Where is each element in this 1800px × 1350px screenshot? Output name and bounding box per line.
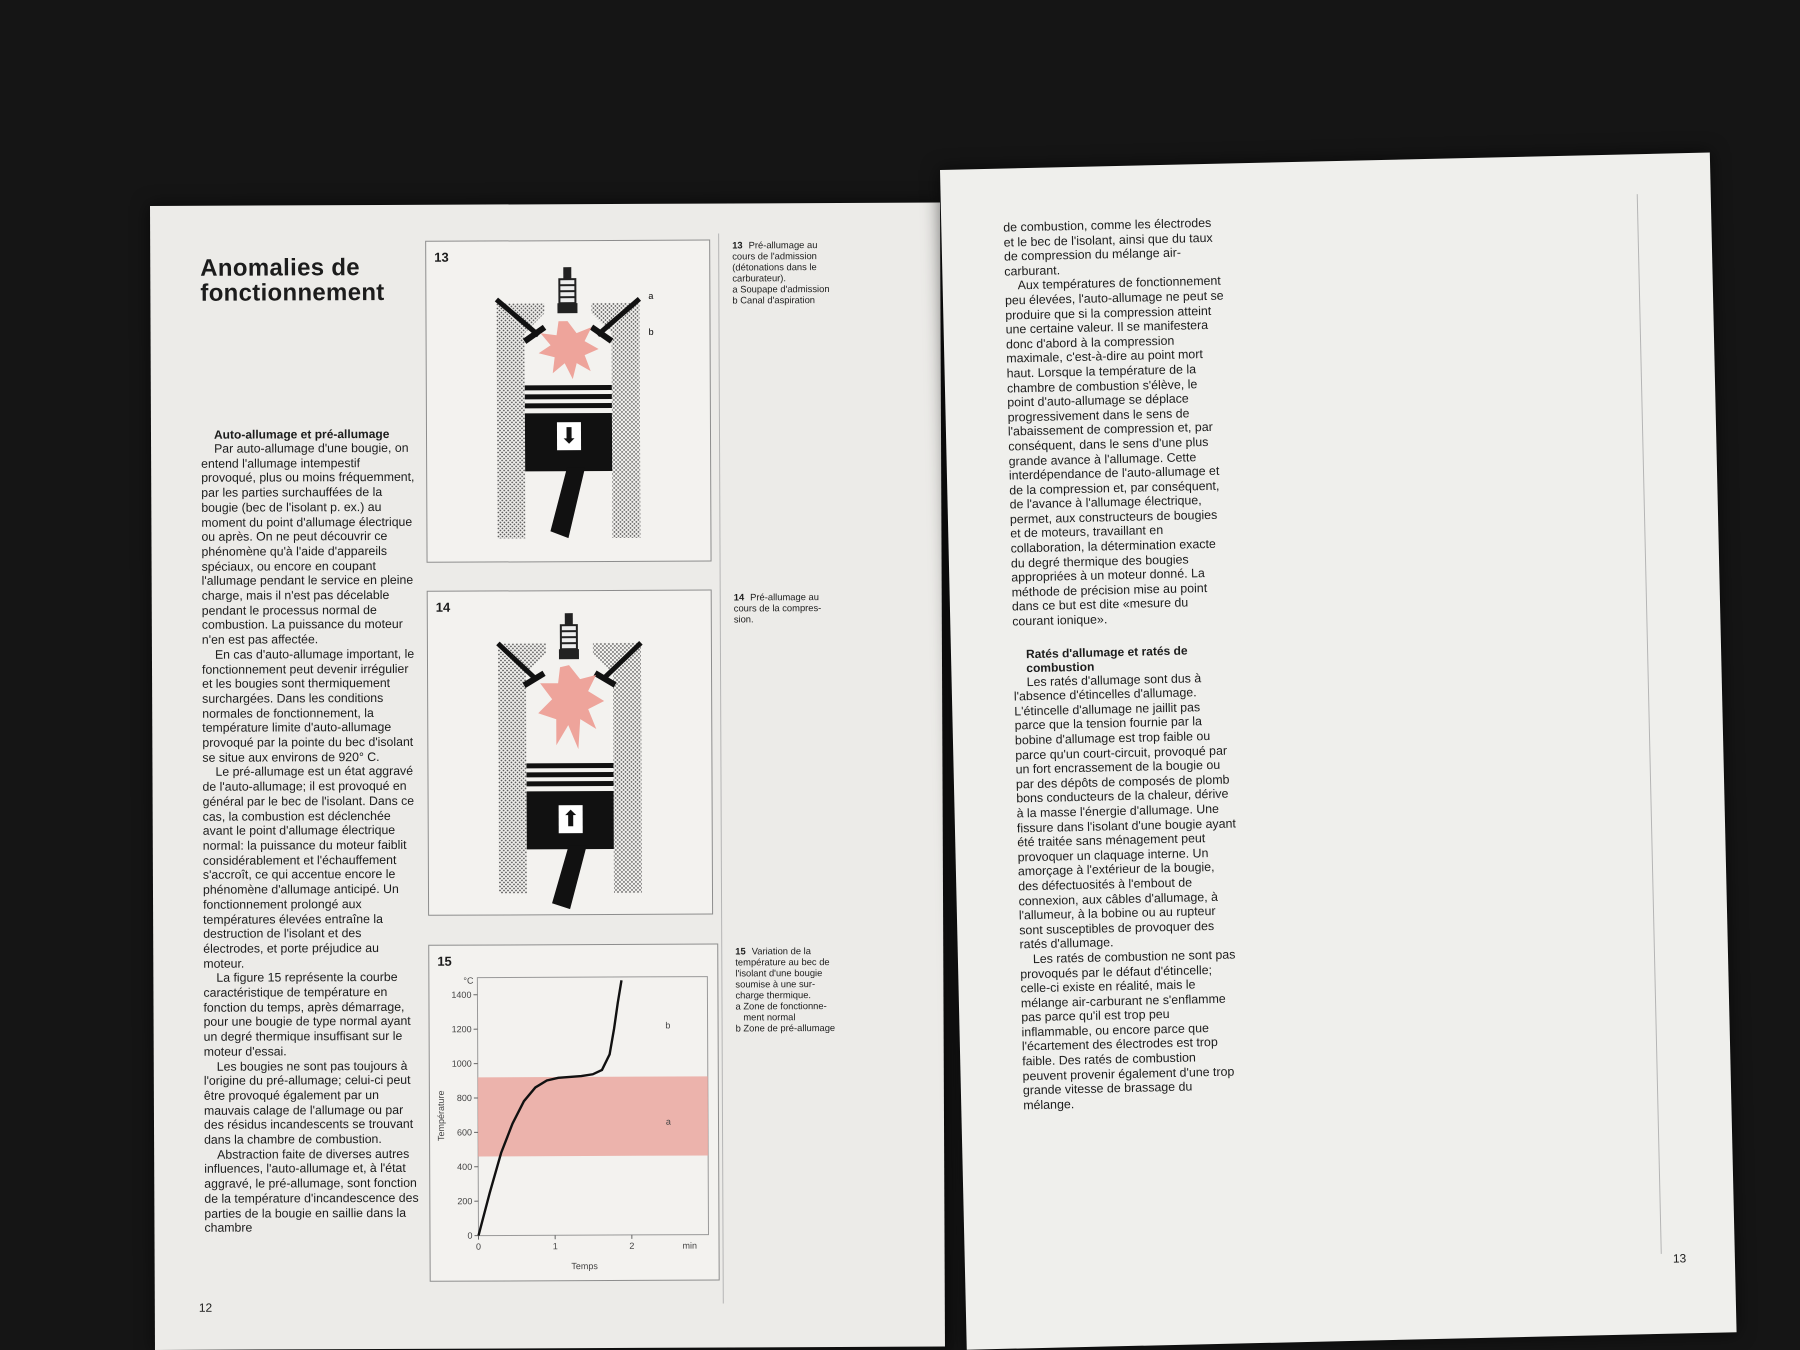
left-text-column <box>201 427 420 1236</box>
figure-number: 15 <box>437 953 452 969</box>
spark-plug <box>559 613 579 659</box>
y-tick-label: 400 <box>457 1161 473 1172</box>
zone-b-label: b <box>665 1020 671 1031</box>
connecting-rod <box>552 845 587 909</box>
paragraph: Le pré-allumage est un état aggravé de l'auto-allumage; il est provoqué en général par le bec de l'isolant. Dans ce cas, la combustion est déclenchée avant le point d'allumage électrique normal: la puissance du moteur faiblit considérablement et l'échauffement s'accroît, ce qui accentue encore le phénomène d'allumage anticipé. Un fonctionnement prolongé aux températures élevées entraîne la destruction de l'isolant et des électrodes, et porte préjudice au moteur. <box>202 764 415 971</box>
cylinder-diagram <box>428 591 712 915</box>
piston-ring <box>525 394 612 399</box>
x-unit-label: min <box>682 1240 698 1251</box>
label-b: b <box>648 326 654 337</box>
y-axis-label: Température <box>435 1090 447 1142</box>
caption-15: 15 Variation de la température au bec de l'isolant d'une bougie soumise à une sur- charge thermique. a Zone de fonctionne- ment normal b Zone de pré-allumage <box>735 945 836 1034</box>
zone-a-label: a <box>665 1116 671 1127</box>
spark-plug <box>557 267 577 313</box>
paragraph: Aux températures de fonctionnement peu élevées, l'auto-allumage ne peut se produire que si la compression atteint une certaine valeur. Il se manifestera donc d'abord à la compression maximale, c'est-à-dire au point mort haut. Lorsque la température de la chambre de combustion s'élève, le point d'auto-allumage se déplace progressivement dans le sens de l'abaissement de compression et, par conséquent, dans le sens d'une plus grande avance à l'allumage. Cette interdépendance de l'auto-allumage et de la compression et, par conséquent, de l'avance à l'allumage électrique, permet, aux constructeurs de bougies et de moteurs, travaillant en collaboration, la détermination exacte du degré thermique des bougies appropriées à un moteur donné. La méthode de précision mise au point dans ce but est dite «mesure du courant ionique». <box>1004 274 1224 629</box>
x-tick-label: 0 <box>476 1241 482 1252</box>
paragraph: Les bougies ne sont pas toujours à l'origine du pré-allumage; celui-ci peut être provoqué également par un mauvais calage de l'allumage ou par des résidus incandescents se trouvant dans la chambre de combustion. <box>203 1058 414 1147</box>
y-tick-label: 1400 <box>451 989 472 1000</box>
x-tick-label: 1 <box>552 1241 558 1252</box>
piston-ring <box>525 385 612 390</box>
piston-ring <box>526 763 613 768</box>
cylinder-diagram <box>426 241 710 562</box>
temperature-chart <box>429 945 718 1281</box>
cylinder-wall-right <box>613 693 642 893</box>
ignition-flame <box>538 665 604 749</box>
paragraph: de combustion, comme les électrodes et le bec de l'isolant, ainsi que du taux de compression du mélange air-carburant. <box>1003 215 1213 279</box>
piston-ring <box>525 403 612 408</box>
paragraph: Par auto-allumage d'une bougie, on entend l'allumage intempestif provoqué, plus ou moins fréquemment, par les parties surchauffées de la bougie (bec de l'isolant p. ex.) au moment du point d'allumage électrique ou après. On ne peut découvrir ce phénomène qu'à l'aide d'appareils spéciaux, ou encore en coupant l'allumage pendant le service en pleine charge, mais il n'est pas décelable pendant le processus normal de combustion. La puissance du moteur n'en est pas affectée. <box>201 440 415 647</box>
title-line-2: fonctionnement <box>200 278 385 307</box>
x-axis-label: Temps <box>571 1261 598 1272</box>
paragraph: La figure 15 représente la courbe caractéristique de température en fonction du temps, après démarrage, pour une bougie de type normal ayant un degré thermique insuffisant sur le moteur d'essai. <box>203 970 411 1059</box>
figure-14 <box>427 590 713 916</box>
cylinder-wall-left <box>497 353 526 538</box>
cylinder-head-left <box>496 303 544 353</box>
title-line-1: Anomalies de <box>200 254 360 282</box>
caption-13: 13 Pré-allumage au cours de l'admission (détonations dans le carburateur). a Soupape d'admission b Canal d'aspiration <box>732 239 830 306</box>
cylinder-wall-left <box>498 693 527 893</box>
paragraph: En cas d'auto-allumage important, le fonctionnement peut devenir irrégulier et les bougies sont thermiquement surchargées. Dans les conditions normales de fonctionnement, la température limite d'auto-allumage provoqué par la pointe du bec d'isolant se situe aux environs de 920° C. <box>201 646 415 765</box>
y-tick-label: 1000 <box>451 1058 472 1069</box>
cylinder-wall-right <box>612 353 641 538</box>
y-axis-ticks <box>451 990 478 1241</box>
right-text-column <box>1003 216 1243 1113</box>
y-tick-label: 0 <box>467 1230 473 1241</box>
y-unit-label: °C <box>463 975 474 986</box>
cylinder-head-right <box>591 303 639 353</box>
left-page <box>150 203 945 1350</box>
page-title <box>200 255 384 306</box>
x-axis-ticks <box>476 1235 634 1252</box>
paragraph: Les ratés de combustion ne sont pas provoqués par le défaut d'étincelle; celle-ci existe en réalité, mais le mélange air-carburant ne s'enflamme pas parce qu'il est trop peu inflammable, ou encore parce que l'écartement des électrodes est trop faible. Des ratés de combustion peuvent provenir également d'une trop grande vitesse de brassage du mélange. <box>1020 947 1236 1113</box>
page-number-right: 13 <box>1672 1251 1687 1266</box>
connecting-rod <box>550 467 585 538</box>
figure-13 <box>425 240 711 563</box>
x-tick-label: 2 <box>629 1240 635 1251</box>
piston-ring <box>526 772 613 777</box>
figure-number: 13 <box>434 249 449 265</box>
arrow-up-icon: ⬆ <box>559 805 583 833</box>
zone-a-normal-operation <box>478 1076 708 1156</box>
y-tick-label: 800 <box>456 1093 472 1104</box>
label-a: a <box>648 290 654 301</box>
right-page <box>940 153 1737 1350</box>
section-heading-rates: Ratés d'allumage et ratés de combustion <box>1025 643 1188 675</box>
figure-15 <box>428 944 719 1282</box>
y-tick-label: 200 <box>457 1196 473 1207</box>
ignition-flame <box>539 321 599 379</box>
piston-ring <box>527 781 614 786</box>
arrow-down-icon: ⬇ <box>557 422 581 450</box>
y-tick-label: 1200 <box>451 1024 472 1035</box>
figure-number: 14 <box>435 599 451 615</box>
section-heading-auto-allumage: Auto-allumage et pré-allumage <box>213 426 390 442</box>
y-tick-label: 600 <box>456 1127 473 1138</box>
column-rule <box>1637 194 1662 1254</box>
page-number-left: 12 <box>198 1300 213 1315</box>
paragraph: Abstraction faite de diverses autres influences, l'auto-allumage et, à l'état aggravé, le pré-allumage, sont fonction de la température d'incandescence des parties de la bougie en saillie dans la chambre <box>204 1146 419 1236</box>
paragraph: Les ratés d'allumage sont dus à l'absence d'étincelles d'allumage. L'étincelle d'allumage ne jaillit pas parce que la tension fournie par la bobine d'allumage est trop faible ou parce qu'un court-circuit, provoqué par un fort encrassement de la bougie ou par des dépôts de composés de plomb bons conducteurs de la chaleur, dérive à la masse l'énergie d'allumage. Une fissure dans l'isolant d'une bougie ayant été traitée sans ménagement peut provoquer un claquage interne. Un amorçage à l'extérieur de la bougie, des défectuosités à l'embout de connexion, aux câbles d'allumage, à l'allumeur, à la bobine ou au rupteur sont susceptibles de provoquer des ratés d'allumage. <box>1013 670 1237 952</box>
caption-14: 14 Pré-allumage au cours de la compres- sion. <box>733 591 822 625</box>
